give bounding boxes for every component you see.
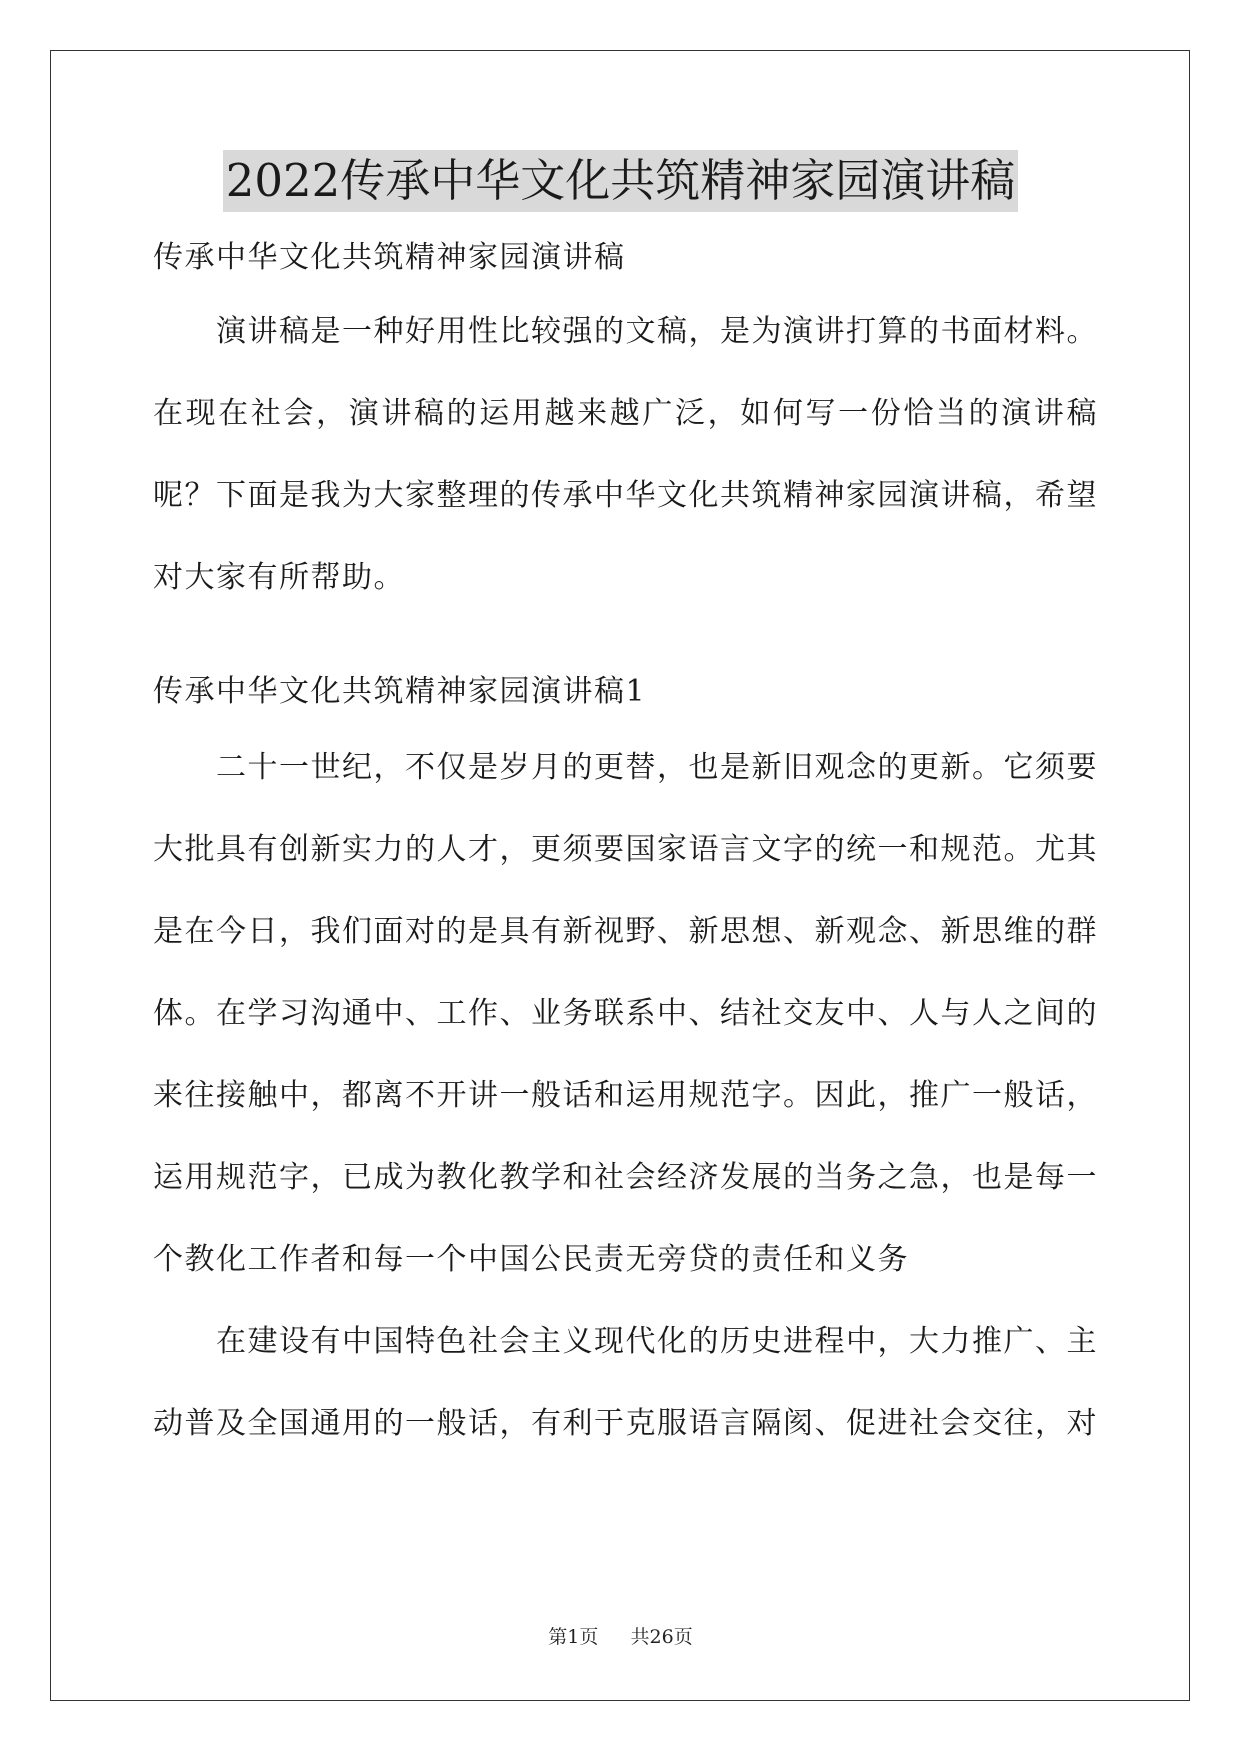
intro-paragraph: 演讲稿是一种好用性比较强的文稿，是为演讲打算的书面材料。在现在社会，演讲稿的运用越来越广泛，如何写一份恰当的演讲稿呢？下面是我为大家整理的传承中华文化共筑精神家园演讲稿，希望对大家有所帮助。: [153, 314, 1098, 595]
intro-block: [153, 291, 1098, 619]
page-footer: [0, 1622, 1241, 1649]
section-heading: 传承中华文化共筑精神家园演讲稿1: [153, 674, 647, 709]
section-paragraph: 二十一世纪，不仅是岁月的更替，也是新旧观念的更新。它须要大批具有创新实力的人才，更须要国家语言文字的统一和规范。尤其是在今日，我们面对的是具有新视野、新思想、新观念、新思维的群体。在学习沟通中、工作、业务联系中、结社交友中、人与人之间的来往接触中，都离不开讲一般话和运用规范字。因此，推广一般话，运用规范字，已成为教化教学和社会经济发展的当务之急，也是每一个教化工作者和每一个中国公民责无旁贷的责任和义务: [153, 750, 1098, 1277]
title-container: [0, 150, 1241, 212]
section-paragraph: 在建设有中国特色社会主义现代化的历史进程中，大力推广、主动普及全国通用的一般话，有利于克服语言隔阂、促进社会交往，对: [153, 1324, 1098, 1441]
document-title: 2022传承中华文化共筑精神家园演讲稿: [223, 150, 1019, 212]
page-total: 共26页: [630, 1626, 693, 1648]
section-block: [153, 727, 1098, 1465]
page-number: 第1页: [548, 1626, 599, 1648]
document-body: [153, 228, 1098, 288]
section-heading-block: [153, 662, 1098, 722]
document-subtitle: 传承中华文化共筑精神家园演讲稿: [153, 240, 626, 275]
